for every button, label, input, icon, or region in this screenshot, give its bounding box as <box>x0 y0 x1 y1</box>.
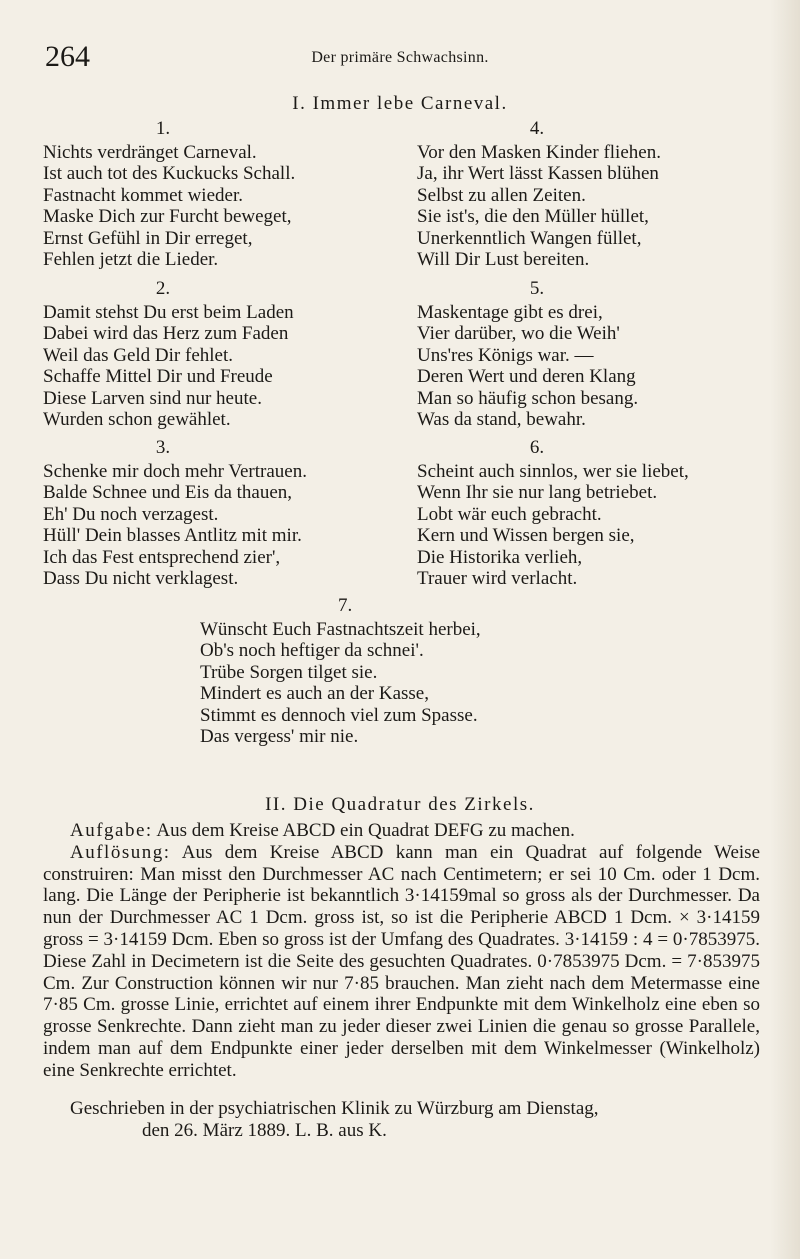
verse-line: Fastnacht kommet wieder. <box>43 184 243 206</box>
stanza-number: 4. <box>529 118 545 139</box>
verse-line: Schaffe Mittel Dir und Freude <box>43 366 273 387</box>
verse-line: Lobt wär euch gebracht. <box>417 503 602 525</box>
stanza-number: 1. <box>155 118 171 139</box>
verse-line: Wenn Ihr sie nur lang betriebet. <box>417 482 658 503</box>
verse-line: Will Dir Lust bereiten. <box>417 249 590 270</box>
solution-label: Auflösung: <box>70 841 171 863</box>
verse-line: Was da stand, bewahr. <box>417 409 586 430</box>
solution-text: Aus dem Kreise ABCD kann man ein Quadrat auf folgende Weise construiren: Man misst den Durchmesser AC nach Centimetern; er sei 10 Cm. oder 1 Dcm. lang. Die Länge der Peripherie ist bekanntlich 3·14159mal so gross als der Durchmesser. Da nun der Durchmesser AC 1 Dcm. gross ist, so ist die Peripherie ABCD 1 Dcm. × 3·14159 gross = 3·14159 Dcm. Eben so gross ist der Umfang des Quadrates. 3·14159 : 4 = 0·7853975. Diese Zahl in Decimetern ist die Seite des gesuchten Quadrates. 0·7853975 Dcm. = 7·853975 Cm. Zur Construction können wir nur 7·85 brauchen. Man zieht nach dem Metermasse eine 7·85 Cm. grosse Linie, errichtet auf einem ihrer Endpunkte mit dem Winkelholz eine eben so grosse Senkrechte. Dann zieht man zu jeder dieser zwei Linien die genau so grosse Parallele, indem man auf dem Endpunkte einer jeder derselben mit dem Winkelmesser (Winkelholz) eine Senkrechte errichtet. <box>43 841 760 1081</box>
verse-line: Vier darüber, wo die Weih' <box>417 323 620 344</box>
verse-line: Die Historika verlieh, <box>417 546 583 568</box>
section-title-1: I. Immer lebe Carneval. <box>292 93 508 114</box>
page-edge-shadow <box>770 0 800 1259</box>
solution-paragraph <box>43 842 760 1082</box>
verse-line: Man so häufig schon besang. <box>417 387 639 409</box>
verse-line: Unerkenntlich Wangen füllet, <box>417 227 642 249</box>
stanza-7 <box>200 595 600 748</box>
verse-line: Ich das Fest entsprechend zier', <box>43 546 281 568</box>
verse-line: Selbst zu allen Zeiten. <box>417 184 586 206</box>
verse-line: Ob's noch heftiger da schnei'. <box>200 640 424 661</box>
verse-line: Schenke mir doch mehr Vertrauen. <box>43 460 307 482</box>
closing-line-2: den 26. März 1889. L. B. aus K. <box>142 1119 387 1141</box>
stanza-3 <box>43 437 373 590</box>
verse-line: Dass Du nicht verklagest. <box>43 568 239 589</box>
stanza-4 <box>417 118 747 271</box>
task-label: Aufgabe: <box>70 820 153 841</box>
verse-line: Kern und Wissen bergen sie, <box>417 525 635 546</box>
page-number: 264 <box>45 40 90 73</box>
verse-line: Deren Wert und deren Klang <box>417 366 636 387</box>
verse-line: Eh' Du noch verzagest. <box>43 503 219 525</box>
verse-line: Vor den Masken Kinder fliehen. <box>417 141 661 163</box>
verse-line: Diese Larven sind nur heute. <box>43 387 262 409</box>
verse-line: Trübe Sorgen tilget sie. <box>200 661 378 683</box>
verse-line: Balde Schnee und Eis da thauen, <box>43 482 293 503</box>
stanza-2 <box>43 278 373 431</box>
stanza-5 <box>417 278 747 431</box>
stanza-number: 7. <box>338 595 353 616</box>
verse-line: Fehlen jetzt die Lieder. <box>43 249 219 270</box>
task-paragraph <box>43 820 760 842</box>
verse-line: Ja, ihr Wert lässt Kassen blühen <box>417 163 659 184</box>
stanza-number: 2. <box>155 278 171 299</box>
running-head: Der primäre Schwachsinn. <box>311 49 489 66</box>
verse-line: Wünscht Euch Fastnachtszeit herbei, <box>200 618 481 640</box>
stanza-6 <box>417 437 747 590</box>
verse-line: Das vergess' mir nie. <box>200 726 359 747</box>
verse-line: Wurden schon gewählet. <box>43 409 231 430</box>
stanza-number: 6. <box>529 437 545 458</box>
task-text: Aus dem Kreise ABCD ein Quadrat DEFG zu machen. <box>152 820 575 841</box>
stanza-1 <box>43 118 373 271</box>
verse-line: Scheint auch sinnlos, wer sie liebet, <box>417 460 689 482</box>
verse-line: Stimmt es dennoch viel zum Spasse. <box>200 704 478 726</box>
closing-note <box>43 1098 760 1142</box>
stanza-number: 5. <box>529 278 545 299</box>
verse-line: Nichts verdränget Carneval. <box>43 141 257 163</box>
verse-line: Dabei wird das Herz zum Faden <box>43 323 289 344</box>
verse-line: Damit stehst Du erst beim Laden <box>43 301 294 323</box>
page-header <box>0 40 800 80</box>
verse-line: Sie ist's, die den Müller hüllet, <box>417 206 649 227</box>
verse-line: Hüll' Dein blasses Antlitz mit mir. <box>43 525 302 546</box>
verse-line: Ernst Gefühl in Dir erreget, <box>43 227 253 249</box>
section-2-text <box>43 820 760 1082</box>
closing-line-1: Geschrieben in der psychiatrischen Klinik zu Würzburg am Dienstag, <box>70 1098 599 1119</box>
verse-line: Maskentage gibt es drei, <box>417 301 603 323</box>
section-title-2: II. Die Quadratur des Zirkels. <box>265 794 535 815</box>
verse-line: Ist auch tot des Kuckucks Schall. <box>43 163 296 184</box>
verse-line: Maske Dich zur Furcht beweget, <box>43 206 292 227</box>
verse-line: Weil das Geld Dir fehlet. <box>43 344 233 366</box>
verse-line: Uns'res Königs war. — <box>417 344 594 366</box>
verse-line: Mindert es auch an der Kasse, <box>200 683 429 704</box>
verse-line: Trauer wird verlacht. <box>417 568 578 589</box>
stanza-number: 3. <box>155 437 171 458</box>
